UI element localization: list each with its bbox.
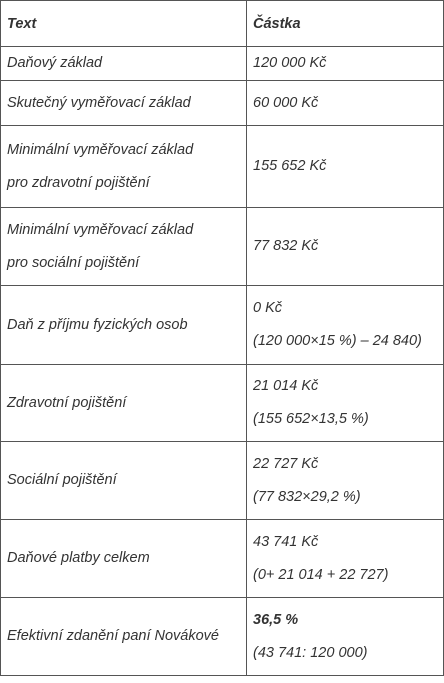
table-row [1, 598, 444, 676]
row-label-line: Skutečný vyměřovací základ [7, 94, 191, 111]
row-label-line: Minimální vyměřovací základ [7, 221, 194, 238]
row-amount-line: (120 000×15 %) – 24 840) [253, 333, 422, 349]
row-label-line: Minimální vyměřovací základ [7, 141, 194, 158]
row-label [1, 442, 247, 520]
row-label-line: Daňové platby celkem [7, 550, 150, 566]
table-row [1, 208, 444, 286]
row-amount-line: (43 741: 120 000) [253, 644, 368, 661]
row-amount-line: 120 000 Kč [253, 55, 327, 71]
header-row [1, 1, 444, 47]
row-label [1, 81, 247, 126]
row-label-line: Daň z příjmu fyzických osob [7, 316, 188, 333]
row-amount-line: (77 832×29,2 %) [253, 488, 361, 505]
row-amount [247, 598, 444, 676]
row-amount-line: 43 741 Kč [253, 533, 319, 550]
table-row [1, 126, 444, 208]
row-amount-line: 60 000 Kč [253, 94, 319, 111]
row-amount [247, 81, 444, 126]
row-label-line: pro zdravotní pojištění [7, 174, 150, 191]
row-amount-line: 36,5 % [253, 611, 299, 628]
header-text: Text [1, 1, 247, 47]
row-amount [247, 520, 444, 598]
row-label-line: Daňový základ [7, 55, 103, 71]
table-row [1, 47, 444, 81]
table-row [1, 365, 444, 442]
row-label [1, 286, 247, 365]
table-row [1, 81, 444, 126]
row-amount-line: (155 652×13,5 %) [253, 411, 369, 427]
row-label-line: Sociální pojištění [7, 472, 117, 488]
row-amount-line: 21 014 Kč [253, 378, 319, 394]
row-amount [247, 442, 444, 520]
row-amount-line: 155 652 Kč [253, 158, 327, 174]
row-amount-line: (0+ 21 014 + 22 727) [253, 566, 389, 583]
row-amount [247, 286, 444, 365]
table-row [1, 286, 444, 365]
row-amount-line: 22 727 Kč [253, 455, 319, 472]
row-label [1, 208, 247, 286]
row-amount-line: 77 832 Kč [253, 238, 319, 254]
row-amount-line: 0 Kč [253, 300, 283, 316]
table-row [1, 520, 444, 598]
row-label [1, 126, 247, 208]
row-amount [247, 208, 444, 286]
row-label [1, 365, 247, 442]
row-label-line: Zdravotní pojištění [7, 394, 127, 411]
row-label [1, 598, 247, 676]
row-amount [247, 47, 444, 81]
header-amount: Částka [247, 1, 444, 47]
row-label [1, 47, 247, 81]
row-amount [247, 365, 444, 442]
row-amount [247, 126, 444, 208]
table-row [1, 442, 444, 520]
row-label-line: Efektivní zdanění paní Novákové [7, 628, 219, 644]
row-label-line: pro sociální pojištění [7, 254, 140, 271]
row-label [1, 520, 247, 598]
